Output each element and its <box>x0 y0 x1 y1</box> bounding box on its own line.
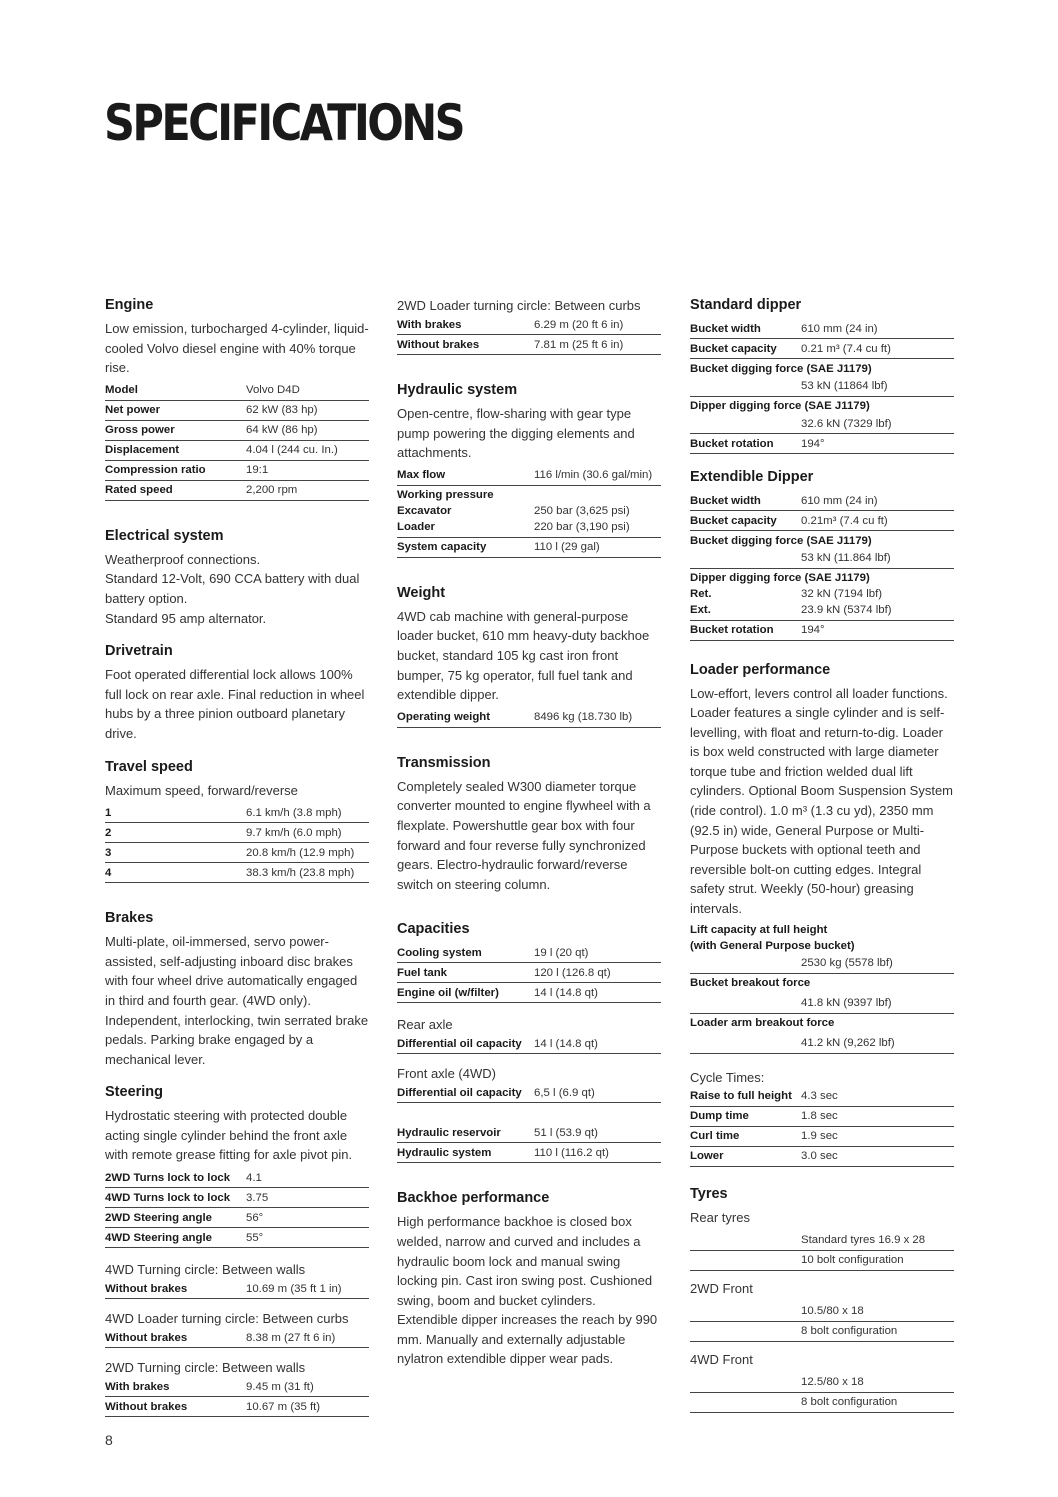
spec-row <box>690 511 954 531</box>
travel-heading: Travel speed <box>105 758 193 775</box>
spec-row <box>397 983 661 1003</box>
backhoe-heading: Backhoe performance <box>397 1190 550 1207</box>
spec-value: 53 kN (11864 lbf) <box>801 380 888 392</box>
spec-row <box>105 1188 369 1208</box>
spec-row <box>105 1168 369 1188</box>
extendible-dipper-heading: Extendible Dipper <box>690 469 814 485</box>
brakes-heading: Brakes <box>105 910 154 927</box>
brakes-section <box>105 909 369 1069</box>
spec-row <box>397 1143 661 1163</box>
spec-row <box>397 519 661 538</box>
spec-row <box>397 1083 661 1103</box>
spec-key: Bucket capacity <box>690 514 777 527</box>
column-middle <box>397 296 661 1383</box>
spec-row <box>690 938 954 954</box>
spec-key: Excavator <box>397 505 452 518</box>
spec-value: 20.8 km/h (12.9 mph) <box>246 846 355 859</box>
spec-key: Dump time <box>690 1110 749 1123</box>
drivetrain-heading: Drivetrain <box>105 643 173 660</box>
spec-value: 116 l/min (30.6 gal/min) <box>534 469 653 482</box>
electrical-heading: Electrical system <box>105 527 224 544</box>
spec-key: Cooling system <box>397 946 482 959</box>
spec-row <box>105 401 369 421</box>
spec-key: Max flow <box>397 469 446 482</box>
spec-row <box>397 708 661 728</box>
spec-value: 8 bolt configuration <box>801 1396 898 1409</box>
spec-value: 10 bolt configuration <box>801 1254 904 1267</box>
spec-row <box>105 803 369 823</box>
spec-value: 32.6 kN (7329 lbf) <box>801 417 892 430</box>
spacer <box>690 1374 801 1390</box>
spec-row <box>690 974 954 992</box>
transmission-section <box>397 754 661 895</box>
spec-row <box>690 549 954 569</box>
spacer <box>690 378 801 394</box>
spec-value: Standard tyres 16.9 x 28 <box>801 1234 926 1247</box>
spec-key: Without brakes <box>105 1282 188 1295</box>
spec-row <box>690 1373 954 1393</box>
spec-key: Ext. <box>690 604 711 616</box>
transmission-description: Completely sealed W300 diameter torque converter mounted to engine flywheel with a flexplate. Powershuttle gear box with four forward and four reverse fully synchronized gears. Electro-hydraulic forward/reverse switch on steering column. <box>397 778 651 892</box>
tyres-heading: Tyres <box>690 1185 728 1202</box>
spec-value: 0.21m³ (7.4 cu ft) <box>801 514 888 527</box>
spec-row <box>690 1147 954 1167</box>
spec-row <box>690 414 954 434</box>
rear-axle-label: Rear axle <box>397 1017 453 1033</box>
spec-value: 51 l (53.9 qt) <box>534 1126 598 1139</box>
spec-row <box>105 1279 369 1299</box>
spec-key: Lower <box>690 1150 724 1163</box>
capacities-heading: Capacities <box>397 921 470 938</box>
spec-row <box>105 1208 369 1228</box>
spec-row <box>105 381 369 401</box>
spec-row <box>690 991 954 1014</box>
spec-key: Operating weight <box>397 711 491 724</box>
spec-row <box>690 319 954 339</box>
spacer <box>690 1252 801 1268</box>
engine-section <box>105 296 369 501</box>
spec-key: Loader arm breakout force <box>690 1017 835 1030</box>
spec-row <box>397 335 661 355</box>
drivetrain-description: Foot operated differential lock allows 100% full lock on rear axle. Final reduction in wheel hubs by a three pinion outboard planetary drive. <box>105 667 365 741</box>
electrical-section <box>105 527 369 628</box>
loader-performance-section <box>690 661 954 1054</box>
spec-value: 0.21 m³ (7.4 cu ft) <box>801 342 891 355</box>
spec-value: 120 l (126.8 qt) <box>534 966 611 979</box>
spec-value: 6.29 m (20 ft 6 in) <box>534 318 624 331</box>
spec-value: 3.0 sec <box>801 1150 838 1163</box>
turning-circle-label: 2WD Loader turning circle: Between curbs <box>397 298 641 313</box>
spacer <box>690 1323 801 1339</box>
spec-row <box>397 1034 661 1054</box>
travel-description: Maximum speed, forward/reverse <box>105 782 298 798</box>
spec-key: With brakes <box>105 1380 170 1393</box>
spec-value: 3.75 <box>246 1191 269 1204</box>
weight-heading: Weight <box>397 584 446 601</box>
spec-key: Bucket digging force (SAE J1179) <box>690 534 872 547</box>
spec-value: Volvo D4D <box>246 384 300 397</box>
spec-row <box>690 621 954 641</box>
spec-key: Differential oil capacity <box>397 1086 522 1099</box>
spacer <box>690 550 801 566</box>
transmission-heading: Transmission <box>397 754 491 771</box>
spec-key: Hydraulic reservoir <box>397 1126 501 1139</box>
spec-row <box>397 538 661 558</box>
spec-value: 250 bar (3,625 psi) <box>534 505 630 518</box>
spec-key: 2WD Turns lock to lock <box>105 1171 231 1184</box>
spec-value: 194° <box>801 437 825 450</box>
front-axle-label: Front axle (4WD) <box>397 1066 496 1082</box>
spec-row <box>105 1377 369 1397</box>
spec-key: Loader <box>397 521 435 534</box>
spec-value: 220 bar (3,190 psi) <box>534 521 630 534</box>
spec-row <box>690 922 954 938</box>
spec-key: Bucket width <box>690 494 761 507</box>
spec-row <box>690 1393 954 1413</box>
spec-row <box>690 569 954 587</box>
spec-key: Dipper digging force (SAE J1179) <box>690 572 870 584</box>
spec-value: 53 kN (11.864 lbf) <box>801 552 891 564</box>
spec-row <box>397 315 661 335</box>
spec-row <box>105 441 369 461</box>
spec-value: 19:1 <box>246 464 269 477</box>
spec-row <box>105 843 369 863</box>
hydraulic-heading: Hydraulic system <box>397 382 518 398</box>
spec-key: Displacement <box>105 444 180 457</box>
spec-value: 8496 kg (18.730 lb) <box>534 711 633 724</box>
loader-turning-section <box>397 296 661 355</box>
spec-row <box>690 1231 954 1251</box>
spec-key: Engine oil (w/filter) <box>397 986 499 999</box>
spec-row <box>690 1087 954 1107</box>
spec-key: Bucket capacity <box>690 342 777 355</box>
spec-value: 55° <box>246 1231 264 1244</box>
spec-key: Curl time <box>690 1130 740 1143</box>
loader-performance-heading: Loader performance <box>690 661 831 678</box>
spec-row <box>690 531 954 549</box>
spec-value: 9.45 m (31 ft) <box>246 1380 314 1393</box>
weight-section <box>397 584 661 728</box>
spec-key: Ret. <box>690 588 712 600</box>
tyre-group-label: Rear tyres <box>690 1209 750 1225</box>
spacer <box>690 416 801 432</box>
spec-key: Bucket width <box>690 322 761 335</box>
spec-row <box>105 1328 369 1348</box>
turning-circle-label: 2WD Turning circle: Between walls <box>105 1360 306 1376</box>
spec-row <box>690 377 954 397</box>
spacer <box>690 995 801 1011</box>
tyres-section <box>690 1185 954 1413</box>
spec-row <box>690 1107 954 1127</box>
spec-row <box>690 954 954 974</box>
electrical-line: Standard 95 amp alternator. <box>105 610 267 626</box>
spec-row <box>690 602 954 621</box>
spec-value: 64 kW (86 hp) <box>246 424 318 437</box>
spec-key: 4WD Turns lock to lock <box>105 1191 231 1204</box>
spec-value: 38.3 km/h (23.8 mph) <box>246 866 355 879</box>
spec-row <box>397 486 661 504</box>
spec-row <box>690 397 954 415</box>
spec-key: (with General Purpose bucket) <box>690 939 855 952</box>
spec-key: Bucket rotation <box>690 624 774 636</box>
spec-value: 19 l (20 qt) <box>534 946 589 959</box>
spec-value: 8 bolt configuration <box>801 1325 898 1338</box>
spacer <box>690 955 801 971</box>
page-number: 8 <box>105 1432 113 1448</box>
spec-row <box>397 943 661 963</box>
turning-circle-label: 4WD Loader turning circle: Between curbs <box>105 1311 349 1327</box>
spacer <box>690 1035 801 1051</box>
spec-row <box>690 1302 954 1322</box>
steering-description: Hydrostatic steering with protected double acting single cylinder behind the front axle with remote grease fitting for axle pivot pin. <box>105 1108 353 1163</box>
cycle-times-label: Cycle Times: <box>690 1069 765 1085</box>
hydraulic-section <box>397 381 661 558</box>
spec-key: Net power <box>105 404 161 417</box>
spec-key: 2 <box>105 826 112 839</box>
spec-row <box>690 1031 954 1054</box>
spec-value: 4.3 sec <box>801 1090 838 1103</box>
spec-key: Working pressure <box>397 489 494 502</box>
spec-value: 62 kW (83 hp) <box>246 404 318 417</box>
spec-key: Hydraulic system <box>397 1146 492 1159</box>
spec-row <box>690 1322 954 1342</box>
spec-value: 12.5/80 x 18 <box>801 1376 864 1389</box>
spec-key: Without brakes <box>105 1400 188 1413</box>
electrical-line: Standard 12-Volt, 690 CCA battery with dual battery option. <box>105 571 360 606</box>
spec-value: 10.69 m (35 ft 1 in) <box>246 1282 342 1295</box>
hydraulic-description: Open-centre, flow-sharing with gear type pump powering the digging elements and attachments. <box>397 406 635 461</box>
spec-value: 610 mm (24 in) <box>801 494 878 507</box>
tyre-group-label: 4WD Front <box>690 1351 753 1367</box>
spec-key: Dipper digging force (SAE J1179) <box>690 400 870 412</box>
loader-performance-description: Low-effort, levers control all loader functions. Loader features a single cylinder and is self-levelling, with float and return-to-dig. Loader is box weld constructed with large diameter torque tube and friction welded dual lift cylinders. Optional Boom Suspension System (ride control). 1.0 m³ (1.3 cu yd), 2350 mm (92.5 in) wide, General Purpose or Multi-Purpose buckets with optional teeth and reversible bolt-on cutting edges. Integral safety strut. Weekly (50-hour) greasing intervals. <box>690 685 954 917</box>
column-right <box>690 296 954 1427</box>
spec-key: 4WD Steering angle <box>105 1231 212 1244</box>
standard-dipper-heading: Standard dipper <box>690 297 802 313</box>
spec-key: Raise to full height <box>690 1090 792 1103</box>
spec-value: 41.8 kN (9397 lbf) <box>801 997 892 1010</box>
column-left <box>105 296 369 1431</box>
engine-description: Low emission, turbocharged 4-cylinder, liquid-cooled Volvo diesel engine with 40% torque rise. <box>105 321 369 376</box>
spec-row <box>690 491 954 511</box>
spec-value: 2530 kg (5578 lbf) <box>801 957 893 970</box>
spec-row <box>105 1228 369 1248</box>
spec-row <box>397 503 661 519</box>
spec-value: 6.1 km/h (3.8 mph) <box>246 806 342 819</box>
spec-row <box>690 586 954 602</box>
spec-row <box>690 434 954 454</box>
spec-key: 3 <box>105 846 112 859</box>
spec-row <box>105 421 369 441</box>
travel-speed-section <box>105 758 369 884</box>
spec-row <box>690 1014 954 1032</box>
spec-key: 1 <box>105 806 112 819</box>
spec-value: 32 kN (7194 lbf) <box>801 588 883 600</box>
spec-value: 9.7 km/h (6.0 mph) <box>246 826 342 839</box>
spec-value: 610 mm (24 in) <box>801 322 878 335</box>
spec-value: 10.5/80 x 18 <box>801 1305 864 1318</box>
spec-value: 41.2 kN (9,262 lbf) <box>801 1037 895 1050</box>
spec-value: 10.67 m (35 ft) <box>246 1400 321 1413</box>
spec-value: 23.9 kN (5374 lbf) <box>801 604 892 616</box>
spec-key: Bucket rotation <box>690 437 774 450</box>
capacities-section <box>397 920 661 1163</box>
backhoe-description: High performance backhoe is closed box welded, narrow and curved and includes a hydraulic boom lock and manual swing locking pin. Cast iron swing post. Cushioned swing, boom and bucket cylinders. <box>397 1214 653 1308</box>
spec-row <box>690 339 954 359</box>
spec-key: Differential oil capacity <box>397 1037 522 1050</box>
spec-row <box>397 1123 661 1143</box>
steering-section <box>105 1083 369 1417</box>
spec-value: 7.81 m (25 ft 6 in) <box>534 338 624 351</box>
spacer <box>690 1394 801 1410</box>
spec-row <box>397 963 661 983</box>
spec-key: Model <box>105 384 138 397</box>
spec-value: 8.38 m (27 ft 6 in) <box>246 1331 336 1344</box>
spec-key: Compression ratio <box>105 464 206 477</box>
spec-value: 1.9 sec <box>801 1130 838 1143</box>
spec-value: 194° <box>801 624 825 636</box>
spec-value: 110 l (116.2 qt) <box>534 1146 609 1159</box>
backhoe-section <box>397 1189 661 1369</box>
spec-value: 1.8 sec <box>801 1110 838 1123</box>
spacer <box>690 1303 801 1319</box>
electrical-line: Weatherproof connections. <box>105 551 261 567</box>
spec-key: Bucket digging force (SAE J1179) <box>690 362 872 375</box>
weight-description: 4WD cab machine with general-purpose loader bucket, 610 mm heavy-duty backhoe bucket, standard 105 kg cast iron front bumper, 75 kg operator, full fuel tank and extendible dipper. <box>397 608 650 703</box>
spec-key: Lift capacity at full height <box>690 923 828 936</box>
spec-key: 4 <box>105 866 112 879</box>
spec-row <box>105 1397 369 1417</box>
turning-circle-label: 4WD Turning circle: Between walls <box>105 1262 306 1278</box>
spacer <box>690 1232 801 1248</box>
drivetrain-section <box>105 642 369 743</box>
spec-value: 56° <box>246 1211 264 1224</box>
spec-row <box>105 863 369 883</box>
spec-key: 2WD Steering angle <box>105 1211 212 1224</box>
backhoe-description-2: Extendible dipper increases the reach by 990 mm. Manually and externally adjustable nylatron extendible dipper wear pads. <box>397 1312 658 1367</box>
tyre-group-label: 2WD Front <box>690 1280 753 1296</box>
spec-key: Without brakes <box>397 338 480 351</box>
spec-key: System capacity <box>397 541 487 554</box>
spec-row <box>690 1127 954 1147</box>
spec-key: Fuel tank <box>397 966 448 979</box>
spec-key: Rated speed <box>105 484 173 497</box>
spec-key: With brakes <box>397 318 462 331</box>
page-title: SPECIFICATIONS <box>104 94 464 152</box>
spec-key: Without brakes <box>105 1331 188 1344</box>
spec-row <box>105 481 369 501</box>
spec-value: 2,200 rpm <box>246 484 298 497</box>
engine-heading: Engine <box>105 297 154 313</box>
spec-value: 14 l (14.8 qt) <box>534 986 598 999</box>
spec-row <box>397 466 661 486</box>
cycle-times-section <box>690 1068 954 1167</box>
spec-row <box>690 359 954 377</box>
spec-row <box>105 823 369 843</box>
spec-value: 6,5 l (6.9 qt) <box>534 1086 595 1099</box>
standard-dipper-section <box>690 296 954 454</box>
steering-heading: Steering <box>105 1084 164 1101</box>
spec-value: 14 l (14.8 qt) <box>534 1037 598 1050</box>
spec-value: 4.04 l (244 cu. In.) <box>246 444 338 457</box>
spec-value: 4.1 <box>246 1171 262 1184</box>
brakes-description: Multi-plate, oil-immersed, servo power-assisted, self-adjusting inboard disc brakes with four wheel drive automatically engaged in third and fourth gear. (4WD only). Independent, interlocking, twin serrated brake pedals. Parking brake engaged by a mechanical lever. <box>105 934 369 1067</box>
spec-key: Bucket breakout force <box>690 977 811 990</box>
spec-row <box>105 461 369 481</box>
spec-row <box>690 1251 954 1271</box>
spec-key: Gross power <box>105 424 175 437</box>
spec-value: 110 l (29 gal) <box>534 541 600 554</box>
extendible-dipper-section <box>690 468 954 641</box>
